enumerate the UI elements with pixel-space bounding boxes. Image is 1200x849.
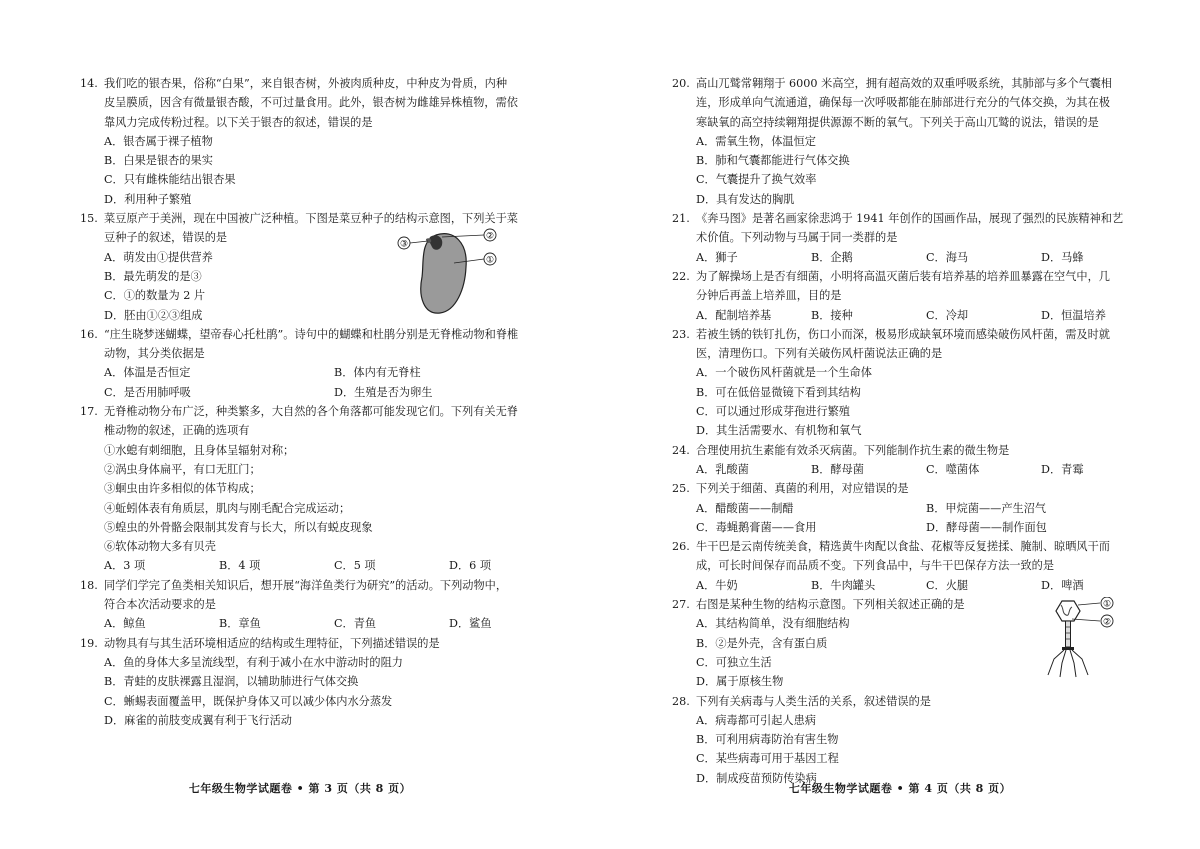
option-d: D．酵母菌——制作面包	[926, 520, 1047, 534]
question-stem-line: 《奔马图》是著名画家徐悲鸿于 1941 年创作的国画作品，展现了强烈的民族精神和艺	[696, 212, 1124, 226]
question-number: 15.	[80, 212, 98, 226]
option-a: A．配制培养基	[696, 308, 772, 322]
question-stem-line: 分钟后再盖上培养皿，目的是	[696, 289, 842, 303]
question-stem-line: 合理使用抗生素能有效杀灭病菌。下列能制作抗生素的微生物是	[696, 443, 1010, 457]
option-d: D．其生活需要水、有机物和氧气	[696, 424, 862, 438]
label-3: ③	[399, 239, 409, 250]
option-d: D．6 项	[449, 559, 492, 573]
option-d: D．青霉	[1041, 462, 1084, 476]
page-footer: 七年级生物学试题卷 • 第 3 页（共 8 页）	[188, 782, 412, 795]
option-c: C．某些病毒可用于基因工程	[696, 752, 839, 766]
question-stem-line: 靠风力完成传粉过程。以下关于银杏的叙述，错误的是	[104, 115, 373, 129]
option-d: D．鲨鱼	[449, 617, 492, 631]
option-d: D．啤酒	[1041, 578, 1084, 592]
option-b: B．肺和气囊都能进行气体交换	[696, 154, 850, 168]
question-17	[80, 402, 568, 576]
option-d: D．属于原核生物	[696, 675, 784, 689]
option-b: B．企鹅	[811, 250, 853, 264]
option-b: B．甲烷菌——产生沼气	[926, 501, 1047, 515]
option-d: D．麻雀的前肢变成翼有利于飞行活动	[104, 713, 292, 727]
option-c: C．噬菌体	[926, 462, 980, 476]
question-number: 14.	[80, 77, 98, 90]
option-c: C．5 项	[334, 559, 376, 573]
option-d: D．生殖是否为卵生	[334, 385, 433, 399]
question-column	[80, 74, 568, 730]
question-stem-line: 成，可长时间保存而品质不变。下列食品中，与牛干巴保存方法一致的是	[696, 559, 1055, 573]
question-number: 22.	[672, 269, 690, 283]
bean-seed-icon	[396, 227, 506, 317]
virus-icon	[1034, 597, 1126, 683]
option-c: C．是否用肺呼吸	[104, 385, 191, 399]
label-1: ①	[485, 255, 495, 266]
statement-2: ②涡虫身体扁平，有口无肛门；	[104, 462, 261, 476]
question-stem-line: 医，清理伤口。下列有关破伤风杆菌说法正确的是	[696, 347, 943, 361]
option-d: D．利用种子繁殖	[104, 192, 192, 206]
option-b: B．②是外壳，含有蛋白质	[696, 636, 828, 650]
question-stem-line: 动物具有与其生活环境相适应的结构或生理特征，下列描述错误的是	[104, 636, 440, 650]
question-15	[80, 209, 568, 325]
label-1: ①	[1102, 599, 1112, 610]
question-stem-line: 若被生锈的铁钉扎伤，伤口小而深，极易形成缺氧环境而感染破伤风杆菌，需及时就	[696, 327, 1110, 341]
option-a: A．体温是否恒定	[104, 366, 191, 380]
option-b: B．章鱼	[219, 617, 261, 631]
question-stem-line: 豆种子的叙述，错误的是	[104, 231, 228, 245]
option-d: D．具有发达的胸肌	[696, 192, 795, 206]
question-14	[80, 74, 568, 209]
bean-seed-diagram	[396, 227, 506, 323]
question-stem-line: 下列关于细菌、真菌的利用，对应错误的是	[696, 482, 909, 496]
option-d: D．胚由①②③组成	[104, 308, 203, 322]
question-number: 27.	[672, 598, 690, 612]
option-a: A．鲸鱼	[104, 617, 146, 631]
question-stem-line: 同学们学完了鱼类相关知识后，想开展“海洋鱼类行为研究”的活动。下列动物中，	[104, 578, 508, 592]
statement-4: ④蚯蚓体表有角质层，肌肉与刚毛配合完成运动；	[104, 501, 351, 515]
question-number: 25.	[672, 482, 690, 496]
bacteriophage-diagram	[1034, 597, 1126, 689]
question-number: 19.	[80, 636, 98, 650]
question-stem-line: 连，形成单向气流通道，确保每一次呼吸都能在肺部进行充分的气体交换，为其在极	[696, 96, 1110, 110]
option-d: D．恒温培养	[1041, 308, 1106, 322]
option-a: A．狮子	[696, 250, 738, 264]
option-b: B．4 项	[219, 559, 261, 573]
exam-page-4	[600, 0, 1200, 849]
question-28	[672, 692, 1162, 788]
option-d: D．制成疫苗预防传染病	[696, 771, 817, 785]
question-number: 23.	[672, 327, 690, 341]
option-c: C．①的数量为 2 片	[104, 289, 206, 303]
option-d: D．马蜂	[1041, 250, 1084, 264]
question-stem-line: 动物，其分类依据是	[104, 347, 205, 361]
page-footer: 七年级生物学试题卷 • 第 4 页（共 8 页）	[788, 782, 1012, 795]
option-b: B．最先萌发的是③	[104, 269, 202, 283]
question-column	[672, 74, 1162, 788]
question-stem-line: 右图是某种生物的结构示意图。下列相关叙述正确的是	[696, 598, 965, 612]
option-c: C．蜥蜴表面覆盖甲，既保护身体又可以减少体内水分蒸发	[104, 694, 393, 708]
option-c: C．火腿	[926, 578, 969, 592]
option-c: C．可以通过形成芽孢进行繁殖	[696, 405, 850, 419]
option-b: B．体内有无脊柱	[334, 366, 421, 380]
question-23	[672, 325, 1162, 441]
option-c: C．毒蝇鹅膏菌——食用	[696, 520, 817, 534]
option-b: B．白果是银杏的果实	[104, 154, 213, 168]
option-b: B．酵母菌	[811, 462, 864, 476]
option-a: A．一个破伤风杆菌就是一个生命体	[696, 366, 872, 380]
option-a: A．3 项	[104, 559, 146, 573]
question-stem-line: 椎动物的叙述，正确的选项有	[104, 424, 250, 438]
question-stem-line: “庄生晓梦迷蝴蝶，望帝春心托杜鹃”。诗句中的蝴蝶和杜鹃分别是无脊椎动物和脊椎	[104, 327, 519, 341]
option-a: A．牛奶	[696, 578, 738, 592]
question-16	[80, 325, 568, 402]
option-a: A．病毒都可引起人患病	[696, 713, 816, 727]
label-2: ②	[485, 231, 495, 242]
question-stem-line: 高山兀鹫常翱翔于 6000 米高空，拥有超高效的双重呼吸系统，其肺部与多个气囊相	[696, 77, 1112, 90]
option-a: A．萌发由①提供营养	[104, 250, 213, 264]
option-b: B．接种	[811, 308, 853, 322]
question-number: 18.	[80, 578, 98, 592]
question-number: 17.	[80, 405, 98, 419]
question-stem-line: 下列有关病毒与人类生活的关系，叙述错误的是	[696, 694, 931, 708]
option-b: B．青蛙的皮肤裸露且湿润，以辅助肺进行气体交换	[104, 675, 359, 689]
question-22	[672, 267, 1162, 325]
statement-1: ①水螅有刺细胞，且身体呈辐射对称；	[104, 443, 295, 457]
option-c: C．只有雌株能结出银杏果	[104, 173, 236, 187]
question-number: 16.	[80, 327, 98, 341]
question-stem-line: 牛干巴是云南传统美食，精选黄牛肉配以食盐、花椒等反复搓揉、腌制、晾晒风干而	[696, 540, 1110, 554]
option-b: B．可在低倍显微镜下看到其结构	[696, 385, 861, 399]
statement-3: ③蛔虫由许多相似的体节构成；	[104, 482, 261, 496]
question-21	[672, 209, 1162, 267]
question-stem-line: 寒缺氧的高空持续翱翔提供源源不断的氧气。下列关于高山兀鹫的说法，错误的是	[696, 115, 1099, 129]
question-number: 24.	[672, 443, 690, 457]
label-2: ②	[1102, 617, 1112, 628]
question-number: 21.	[672, 212, 690, 226]
option-a: A．需氧生物，体温恒定	[696, 134, 816, 148]
statement-6: ⑥软体动物大多有贝壳	[104, 540, 216, 554]
question-26	[672, 537, 1162, 595]
option-a: A．乳酸菌	[696, 462, 749, 476]
option-b: B．牛肉罐头	[811, 578, 876, 592]
question-18	[80, 576, 568, 634]
option-c: C．可独立生活	[696, 655, 772, 669]
question-25	[672, 479, 1162, 537]
option-b: B．可利用病毒防治有害生物	[696, 733, 839, 747]
question-20	[672, 74, 1162, 209]
option-a: A．鱼的身体大多呈流线型，有利于减小在水中游动时的阻力	[104, 655, 403, 669]
option-a: A．银杏属于裸子植物	[104, 134, 213, 148]
option-a: A．醋酸菌——制醋	[696, 501, 794, 515]
question-stem-line: 无脊椎动物分布广泛，种类繁多，大自然的各个角落都可能发现它们。下列有关无脊	[104, 405, 518, 419]
question-stem-line: 为了解操场上是否有细菌，小明将高温灭菌后装有培养基的培养皿暴露在空气中，几	[696, 269, 1110, 283]
option-c: C．气囊提升了换气效率	[696, 173, 817, 187]
question-stem-line: 皮呈膜质，因含有微量银杏酸，不可过量食用。此外，银杏树为雌雄异株植物，需依	[104, 96, 518, 110]
option-c: C．冷却	[926, 308, 969, 322]
question-19	[80, 634, 568, 730]
question-24	[672, 441, 1162, 480]
question-stem-line: 我们吃的银杏果，俗称“白果”，来自银杏树，外被肉质种皮，中种皮为骨质，内种	[104, 77, 508, 90]
option-a: A．其结构简单，没有细胞结构	[696, 617, 850, 631]
question-number: 26.	[672, 540, 690, 554]
statement-5: ⑤蝗虫的外骨骼会限制其发育与长大，所以有蜕皮现象	[104, 520, 373, 534]
question-27	[672, 595, 1162, 691]
question-number: 28.	[672, 694, 690, 708]
option-c: C．青鱼	[334, 617, 377, 631]
option-c: C．海马	[926, 250, 969, 264]
question-stem-line: 菜豆原产于美洲，现在中国被广泛种植。下图是菜豆种子的结构示意图，下列关于菜	[104, 212, 518, 226]
question-number: 20.	[672, 77, 690, 90]
question-stem-line: 术价值。下列动物与马属于同一类群的是	[696, 231, 898, 245]
question-stem-line: 符合本次活动要求的是	[104, 598, 216, 612]
